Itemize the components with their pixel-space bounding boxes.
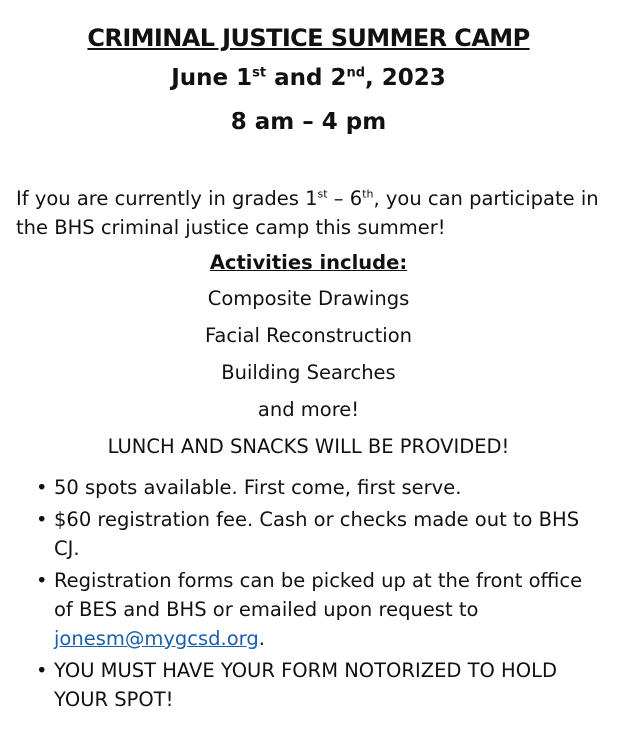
date-ordinal-1: st xyxy=(252,65,267,81)
intro-ordinal-2: th xyxy=(362,187,374,201)
bullet-icon: • xyxy=(36,659,48,682)
event-time: 8 am – 4 pm xyxy=(230,109,387,135)
email-link[interactable]: jonesm@mygcsd.org xyxy=(54,627,259,650)
activity-item: Facial Reconstruction xyxy=(204,324,413,347)
activity-item: Building Searches xyxy=(221,361,396,384)
activities-heading: Activities include: xyxy=(209,251,408,274)
bullet-text: Registration forms can be picked up at the front office of BES and BHS or emailed upon request to xyxy=(54,569,583,621)
bullet-text: $60 registration fee. Cash or checks made out to BHS CJ. xyxy=(54,508,580,560)
bullet-icon: • xyxy=(36,508,48,531)
event-date xyxy=(16,56,601,100)
bullet-text: YOU MUST HAVE YOUR FORM NOTORIZED TO HOLD YOUR SPOT! xyxy=(54,659,557,711)
list-item xyxy=(16,505,601,563)
activity-item: and more! xyxy=(257,398,360,421)
date-suffix: , 2023 xyxy=(365,65,446,91)
intro-part-3: , you can participate in the BHS criminal justice camp this summer! xyxy=(16,187,599,239)
date-ordinal-2: nd xyxy=(346,65,366,81)
activity-item: Composite Drawings xyxy=(207,287,410,310)
bullet-icon: • xyxy=(36,476,48,499)
date-prefix: June 1 xyxy=(171,65,253,91)
intro-paragraph xyxy=(16,184,601,242)
list-item xyxy=(16,656,601,714)
intro-ordinal-1: st xyxy=(317,187,328,201)
bullet-text-end: . xyxy=(258,627,265,650)
intro-part-1: If you are currently in grades 1 xyxy=(16,187,318,210)
lunch-notice: LUNCH AND SNACKS WILL BE PROVIDED! xyxy=(107,435,510,458)
list-item xyxy=(16,473,601,502)
intro-part-2: – 6 xyxy=(327,187,363,210)
bullet-icon: • xyxy=(36,569,48,592)
activities-list xyxy=(16,280,601,428)
info-bullet-list xyxy=(16,473,601,714)
date-middle: and 2 xyxy=(266,65,347,91)
list-item xyxy=(16,566,601,653)
page-title: CRIMINAL JUSTICE SUMMER CAMP xyxy=(87,24,530,52)
bullet-text: 50 spots available. First come, first serve. xyxy=(54,476,462,499)
